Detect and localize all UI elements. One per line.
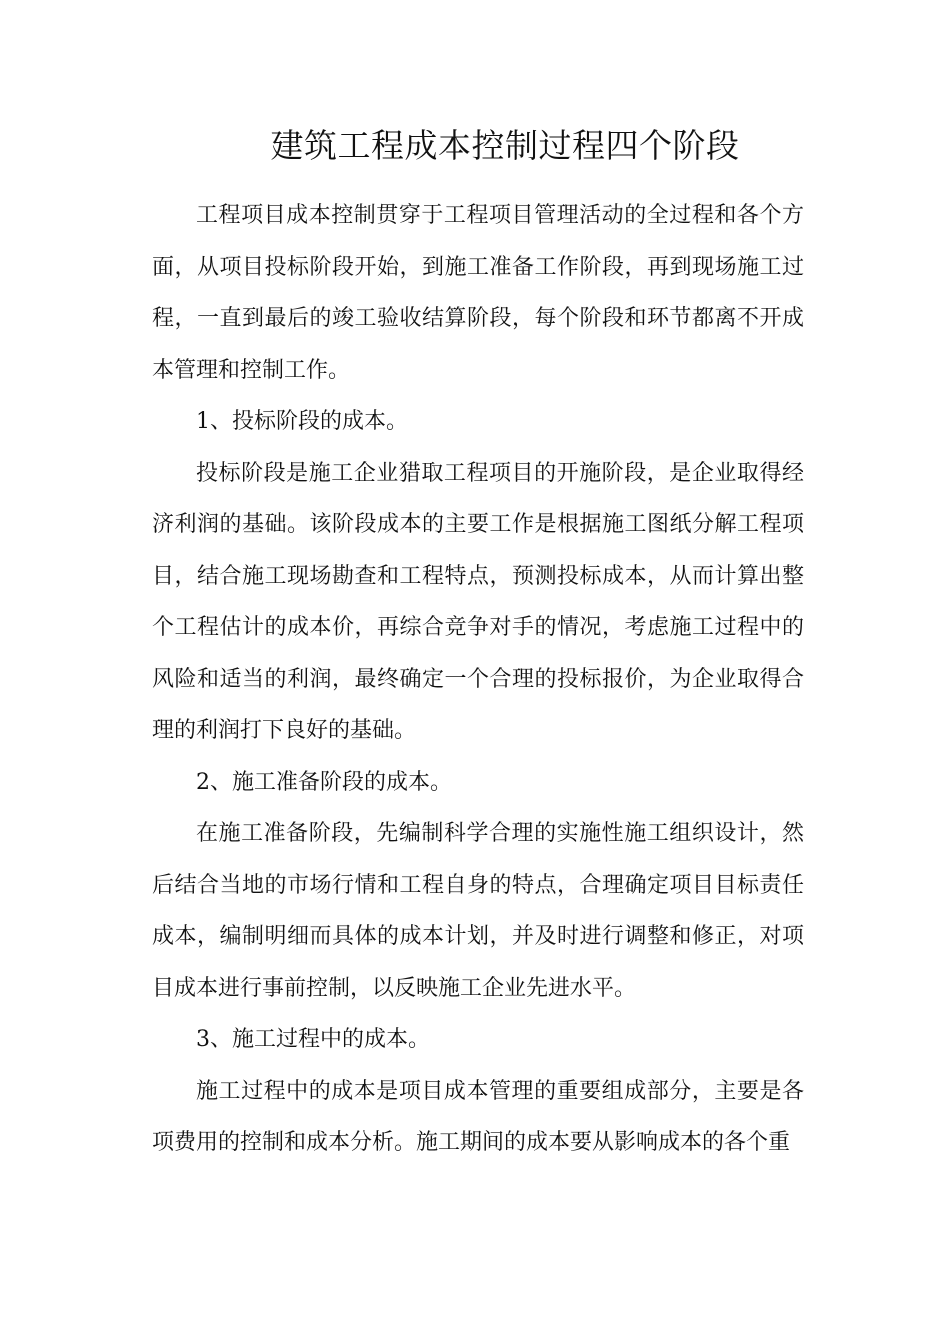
preparation-paragraph: 在施工准备阶段，先编制科学合理的实施性施工组织设计，然后结合当地的市场行情和工程自身的特点，合理确定项目目标责任成本，编制明细而具体的成本计划，并及时进行调整和修正，对项目成本进行事前控制，以反映施工企业先进水平。 bbox=[152, 821, 804, 1001]
section-heading-construction: 3、施工过程中的成本。 bbox=[196, 1027, 430, 1052]
document-title: 建筑工程成本控制过程四个阶段 bbox=[270, 126, 740, 165]
section-heading-preparation: 2、施工准备阶段的成本。 bbox=[196, 769, 452, 795]
construction-paragraph: 施工过程中的成本是项目成本管理的重要组成部分，主要是各项费用的控制和成本分析。施工期间的成本要从影响成本的各个重 bbox=[152, 1078, 804, 1155]
section-heading-bidding: 1、投标阶段的成本。 bbox=[196, 409, 408, 434]
bidding-paragraph: 投标阶段是施工企业猎取工程项目的开施阶段，是企业取得经济利润的基础。该阶段成本的主要工作是根据施工图纸分解工程项目，结合施工现场勘查和工程特点，预测投标成本，从而计算出整个工程估计的成本价，再综合竞争对手的情况，考虑施工过程中的风险和适当的利润，最终确定一个合理的投标报价，为企业取得合理的利润打下良好的基础。 bbox=[152, 460, 804, 743]
document-body bbox=[152, 190, 804, 1169]
intro-paragraph: 工程项目成本控制贯穿于工程项目管理活动的全过程和各个方面，从项目投标阶段开始，到施工准备工作阶段，再到现场施工过程，一直到最后的竣工验收结算阶段，每个阶段和环节都离不开成本管理和控制工作。 bbox=[152, 203, 804, 383]
